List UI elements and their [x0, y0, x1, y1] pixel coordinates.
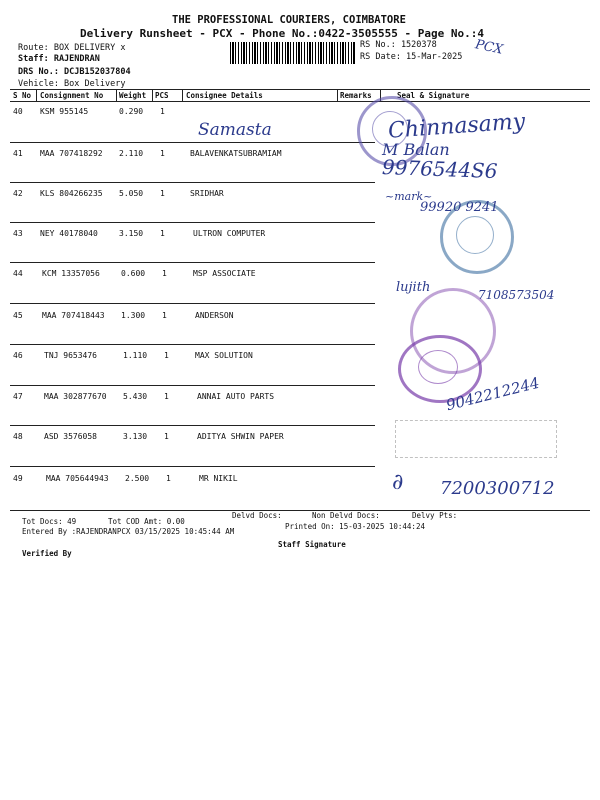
row-weight: 1.300	[121, 311, 146, 320]
row-rule	[10, 182, 375, 183]
handwritten-name: M Balan	[382, 140, 450, 159]
runsheet-title: Delivery Runsheet - PCX - Phone No.:0422-3505555 - Page No.:4	[80, 27, 484, 40]
row-pcs: 1	[164, 392, 169, 401]
row-sno: 46	[13, 351, 23, 360]
col-sno: S No	[13, 91, 32, 100]
row-consignee: ANNAI AUTO PARTS	[197, 392, 275, 401]
vehicle-label: Vehicle: Box Delivery	[18, 79, 126, 89]
col-weight: Weight	[119, 91, 147, 100]
row-consignment: MAA 302877670	[44, 392, 107, 401]
row-weight: 1.110	[123, 351, 148, 360]
row-rule	[10, 262, 375, 263]
delivery-points: Delvy Pts:	[412, 511, 458, 520]
col-divider	[36, 89, 37, 101]
row-pcs: 1	[160, 149, 165, 158]
row-sno: 49	[13, 474, 23, 483]
row-weight: 0.290	[119, 107, 144, 116]
handwritten-phone: 7108573504	[478, 288, 555, 302]
row-rule	[10, 344, 375, 345]
table-bottom-rule	[10, 510, 590, 511]
col-seal-signature: Seal & Signature	[397, 91, 470, 100]
row-rule	[10, 303, 375, 304]
handwritten-signature: ∂	[392, 470, 404, 495]
row-consignment: MAA 707418292	[40, 149, 103, 158]
row-consignment: NEY 40178040	[40, 229, 98, 238]
row-consignee: SRIDHAR	[190, 189, 224, 198]
row-rule	[10, 142, 375, 143]
table-header-rule	[10, 101, 590, 102]
seal-stamp-inner	[456, 216, 494, 254]
row-rule	[10, 385, 375, 386]
handwritten-name: lujith	[396, 280, 431, 295]
row-weight: 2.110	[119, 149, 144, 158]
row-pcs: 1	[160, 229, 165, 238]
row-sno: 44	[13, 269, 23, 278]
rs-date: RS Date: 15-Mar-2025	[360, 52, 463, 62]
row-consignee: ADITYA SHWIN PAPER	[197, 432, 284, 441]
row-consignment: MAA 705644943	[46, 474, 109, 483]
route-label: Route: BOX DELIVERY x	[18, 43, 126, 53]
row-pcs: 1	[164, 351, 169, 360]
row-sno: 41	[13, 149, 23, 158]
col-divider	[337, 89, 338, 101]
handwritten-phone: 9042212244	[444, 373, 542, 415]
row-sno: 42	[13, 189, 23, 198]
row-sno: 47	[13, 392, 23, 401]
row-pcs: 1	[164, 432, 169, 441]
row-consignment: KLS 804266235	[40, 189, 103, 198]
row-consignee: MSP ASSOCIATE	[193, 269, 256, 278]
seal-stamp-inner	[418, 350, 458, 384]
company-stamp	[395, 420, 557, 458]
drs-number: DRS No.: DCJB152037804	[18, 67, 131, 77]
row-weight: 0.600	[121, 269, 146, 278]
row-pcs: 1	[162, 269, 167, 278]
rs-number: RS No.: 1520378	[360, 40, 437, 50]
handwritten-phone: 99920 9241	[420, 200, 499, 215]
handwritten-consignee: Samasta	[198, 120, 272, 140]
row-weight: 3.130	[123, 432, 148, 441]
row-consignment: ASD 3576058	[44, 432, 97, 441]
col-consignee: Consignee Details	[186, 91, 263, 100]
row-consignee: BALAVENKATSUBRAMIAM	[190, 149, 282, 158]
company-name: THE PROFESSIONAL COURIERS, COIMBATORE	[172, 14, 406, 26]
row-consignment: KCM 13357056	[42, 269, 100, 278]
total-cod: Tot COD Amt: 0.00	[108, 517, 185, 526]
total-docs: Tot Docs: 49	[22, 517, 77, 526]
row-consignee: MAX SOLUTION	[195, 351, 253, 360]
row-sno: 43	[13, 229, 23, 238]
col-divider	[116, 89, 117, 101]
col-pcs: PCS	[155, 91, 169, 100]
row-pcs: 1	[162, 311, 167, 320]
col-consignment: Consignment No	[40, 91, 104, 100]
entered-by: Entered By :RAJENDRANPCX 03/15/2025 10:45:44 AM	[22, 527, 235, 536]
row-consignment: KSM 955145	[40, 107, 89, 116]
row-weight: 5.050	[119, 189, 144, 198]
row-consignment: TNJ 9653476	[44, 351, 97, 360]
row-sno: 45	[13, 311, 23, 320]
col-divider	[182, 89, 183, 101]
row-weight: 5.430	[123, 392, 148, 401]
row-sno: 40	[13, 107, 23, 116]
row-weight: 2.500	[125, 474, 150, 483]
handwritten-phone: 9976544S6	[381, 154, 498, 184]
row-sno: 48	[13, 432, 23, 441]
delivered-docs: Delvd Docs:	[232, 511, 282, 520]
row-rule	[10, 222, 375, 223]
row-consignee: MR NIKIL	[199, 474, 238, 483]
row-pcs: 1	[166, 474, 171, 483]
row-pcs: 1	[160, 107, 165, 116]
non-delivered-docs: Non Delvd Docs:	[312, 511, 380, 520]
row-rule	[10, 425, 375, 426]
handwritten-signature: ~mark~	[385, 190, 433, 203]
barcode	[230, 42, 355, 64]
row-pcs: 1	[160, 189, 165, 198]
printed-on: Printed On: 15-03-2025 10:44:24	[285, 522, 425, 531]
row-consignee: ANDERSON	[195, 311, 234, 320]
staff-label: Staff: RAJENDRAN	[18, 54, 100, 64]
row-rule	[10, 466, 375, 467]
staff-signature-label: Staff Signature	[278, 540, 346, 549]
col-remarks: Remarks	[340, 91, 372, 100]
handwritten-signature: Chinnasamy	[387, 109, 526, 144]
row-consignment: MAA 707418443	[42, 311, 105, 320]
row-weight: 3.150	[119, 229, 144, 238]
handwritten-pcx: PCX	[473, 37, 505, 58]
row-consignee: ULTRON COMPUTER	[193, 229, 266, 238]
verified-by-label: Verified By	[22, 549, 72, 558]
handwritten-phone: 7200300712	[440, 478, 555, 499]
col-divider	[152, 89, 153, 101]
table-top-rule	[10, 89, 590, 90]
